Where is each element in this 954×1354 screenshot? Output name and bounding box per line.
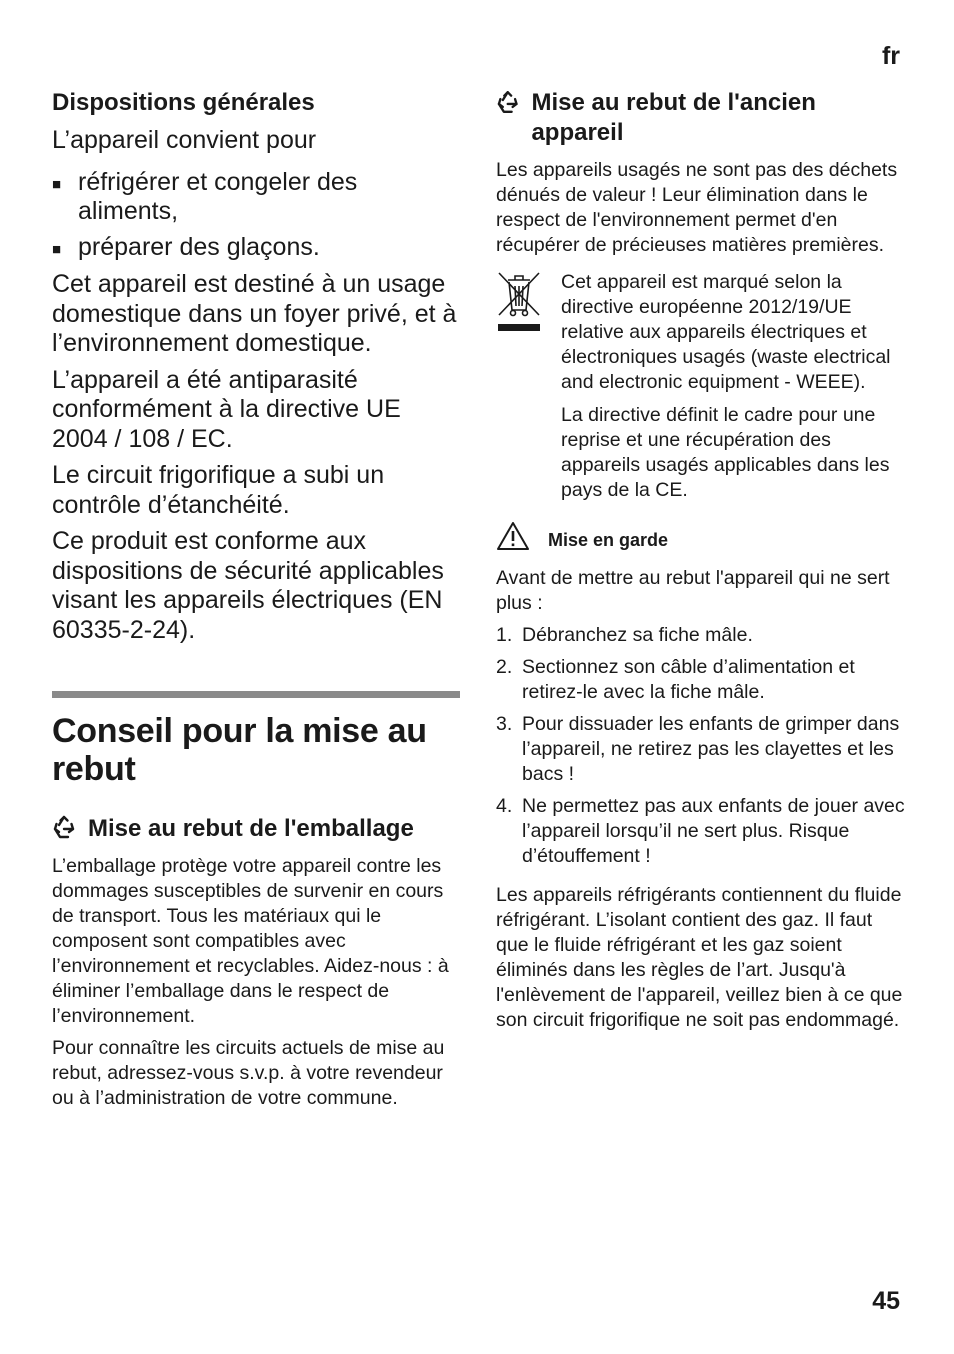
warning-heading [496,521,906,551]
general-intro: L’appareil convient pour [52,126,317,154]
paragraph: Le circuit frigorifique a subi un contrôle d’étanchéité. [52,461,385,519]
paragraph: La directive définit le cadre pour une reprise et une récupération des appareils usagés applicables dans les pays de la CE. [561,404,890,501]
weee-bin-icon [496,270,542,334]
section-title: Conseil pour la mise au rebut [52,712,427,788]
paragraph: Les appareils réfrigérants contiennent du fluide réfrigérant. L’isolant contient des gaz. Il faut que le fluide réfrigérant et les gaz soient éliminés dans les règles de l’art. Jusqu'à l'enlèvement de l'appareil, veillez bien à ce que son circuit frigorifique ne soit pas endommagé. [496,884,903,1031]
paragraph: Pour connaître les circuits actuels de mise au rebut, adressez-vous s.v.p. à votre revendeur ou à l’administration de votre commune. [52,1037,445,1109]
bullet-icon: ■ [52,175,62,193]
bullet-icon: ■ [52,240,62,258]
recycle-icon [496,88,519,116]
old-appliance-title: Mise au rebut de l'ancien appareil [531,89,816,146]
right-column [496,88,906,1033]
list-item: 1. Débranchez sa fiche mâle. [496,624,753,646]
disposal-steps [496,623,906,869]
paragraph: Cet appareil est marqué selon la directive européenne 2012/19/UE relative aux appareils électriques et électroniques usagés (waste electrical and electronic equipment - WEEE). [561,271,891,393]
left-column [52,88,460,1111]
paragraph: L’appareil a été antiparasité conformément à la directive UE 2004 / 108 / EC. [52,365,401,453]
old-appliance-heading [496,88,906,148]
packaging-title: Mise au rebut de l'emballage [88,815,414,842]
bullet-item: ■ préparer des glaçons. [52,233,460,265]
list-item: 3. Pour dissuader les enfants de grimper dans l’appareil, ne retirez pas les clayettes et les bacs ! [496,713,900,785]
paragraph: L’emballage protège votre appareil contre les dommages susceptibles de survenir en cours de transport. Tous les matériaux qui le composent sont compatibles avec l’environnement et recyclables. Aidez-nous : à éliminer l’emballage dans le respect de l’environnement. [52,855,449,1027]
paragraph: Ce produit est conforme aux dispositions de sécurité applicables visant les appareils électriques (EN 60335-2-24). [52,527,444,644]
list-item: 4. Ne permettez pas aux enfants de jouer avec l’appareil lorsqu’il ne sert plus. Risque d’étouffement ! [496,795,905,867]
paragraph: Cet appareil est destiné à un usage domestique dans un foyer privé, et à l’environnement domestique. [52,270,457,357]
recycle-icon [52,814,76,840]
list-item: 2. Sectionnez son câble d’alimentation et retirez-le avec la fiche mâle. [496,656,855,703]
warning-icon [496,521,530,551]
paragraph: Les appareils usagés ne sont pas des déchets dénués de valeur ! Leur élimination dans le respect de l'environnement permet d'en récupérer de précieuses matières premières. [496,159,898,256]
section-divider [52,691,460,698]
language-tag: fr [881,42,900,70]
general-title: Dispositions générales [52,89,315,116]
bullet-item: ■ réfrigérer et congeler des aliments, [52,167,358,225]
warning-title: Mise en garde [548,530,669,550]
page-number: 45 [872,1287,900,1315]
weee-block [496,270,906,503]
packaging-heading [52,814,460,844]
paragraph: Avant de mettre au rebut l'appareil qui ne sert plus : [496,567,890,614]
